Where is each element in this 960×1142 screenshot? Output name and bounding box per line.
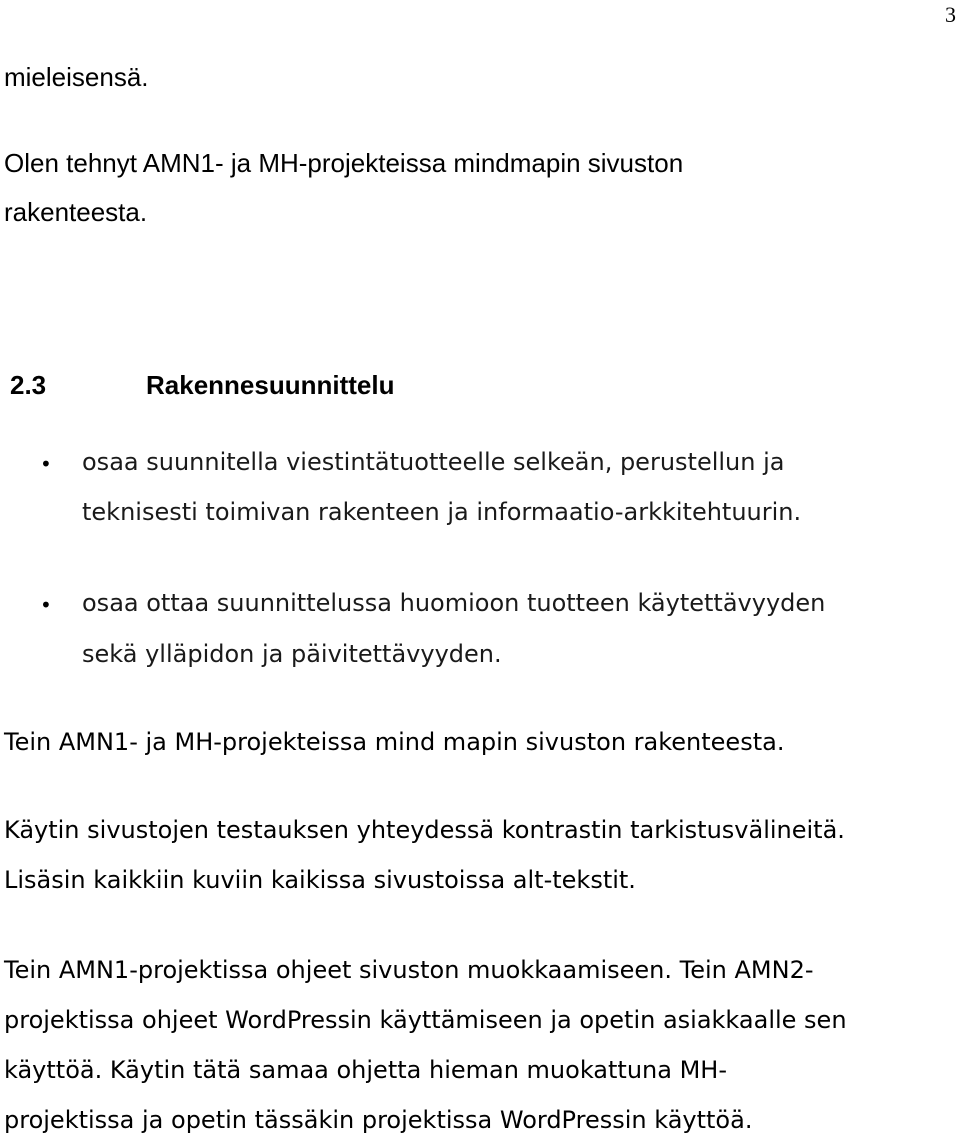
bullet-dot-icon: • — [40, 593, 52, 617]
paragraph-3-line-1: Tein AMN1- ja MH-projekteissa mind mapin sivuston rakenteesta. — [4, 728, 785, 756]
bullet-item-2-line-2: sekä ylläpidon ja päivitettävyyden. — [82, 640, 502, 668]
paragraph-4-line-2: Lisäsin kaikkiin kuviin kaikissa sivustoissa alt-tekstit. — [4, 866, 636, 894]
paragraph-2-line-1: Olen tehnyt AMN1- ja MH-projekteissa mindmapin sivuston — [4, 148, 684, 178]
section-number: 2.3 — [10, 370, 47, 400]
paragraph-5-line-2: projektissa ohjeet WordPressin käyttämiseen ja opetin asiakkaalle sen — [4, 1006, 847, 1034]
section-title: Rakennesuunnittelu — [146, 370, 395, 400]
paragraph-1-line-1: mieleisensä. — [4, 62, 149, 92]
bullet-item-1-line-1: osaa suunnitella viestintätuotteelle selkeän, perustellun ja — [82, 448, 785, 476]
bullet-item-2-line-1: osaa ottaa suunnittelussa huomioon tuotteen käytettävyyden — [82, 589, 826, 617]
paragraph-5-line-4: projektissa ja opetin tässäkin projektissa WordPressin käyttöä. — [4, 1106, 753, 1134]
paragraph-5-line-3: käyttöä. Käytin tätä samaa ohjetta hieman muokattuna MH- — [4, 1056, 727, 1084]
page-number: 3 — [945, 2, 956, 27]
paragraph-4-line-1: Käytin sivustojen testauksen yhteydessä kontrastin tarkistusvälineitä. — [4, 816, 845, 844]
bullet-item-1-line-2: teknisesti toimivan rakenteen ja informaatio-arkkitehtuurin. — [82, 498, 802, 526]
paragraph-5-line-1: Tein AMN1-projektissa ohjeet sivuston muokkaamiseen. Tein AMN2- — [4, 956, 814, 984]
bullet-dot-icon: • — [40, 452, 52, 476]
paragraph-2-line-2: rakenteesta. — [4, 197, 148, 227]
